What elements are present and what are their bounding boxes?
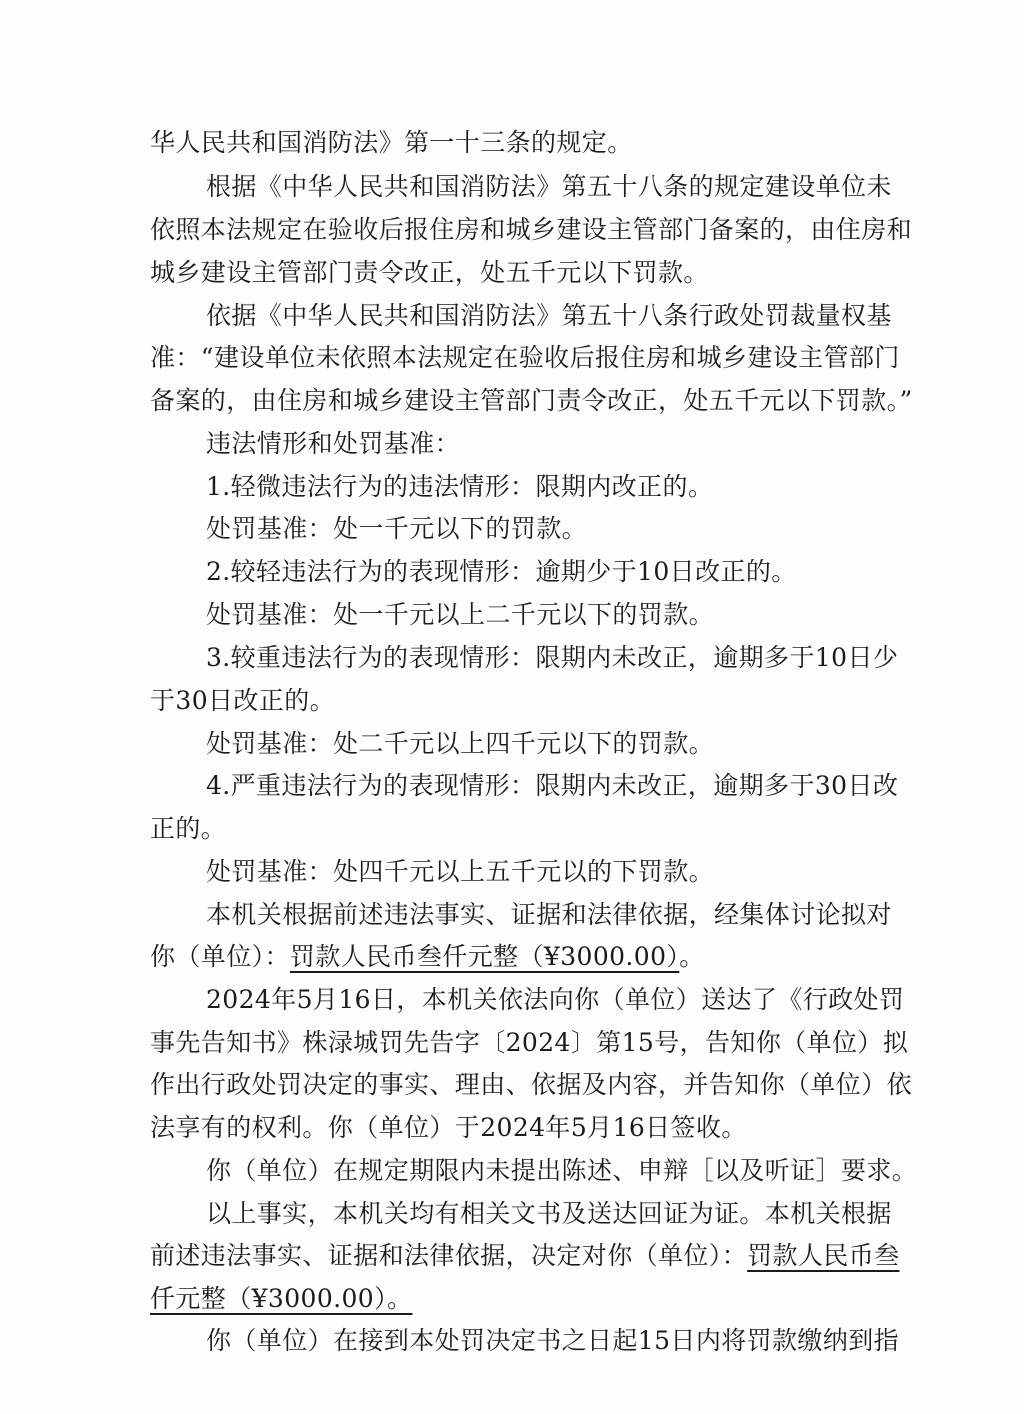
text-line: 违法情形和处罚基准： xyxy=(206,429,461,458)
text-line: 4.严重违法行为的表现情形：限期内未改正，逾期多于30日改 xyxy=(206,771,899,800)
text-line: 备案的，由住房和城乡建设主管部门责令改正，处五千元以下罚款。” xyxy=(150,386,913,415)
text-line: 以上事实，本机关均有相关文书及送达回证为证。本机关根据 xyxy=(206,1199,892,1228)
text-line: 正的。 xyxy=(150,814,227,843)
text-segment: 。 xyxy=(679,942,705,971)
text-line: 2024年5月16日，本机关依法向你（单位）送达了《行政处罚 xyxy=(206,985,905,1014)
text-line: 2.较轻违法行为的表现情形：逾期少于10日改正的。 xyxy=(206,557,797,586)
text-line: 处罚基准：处一千元以下的罚款。 xyxy=(206,514,588,543)
penalty-amount-underlined: 罚款人民币叁仟元整（¥3000.00） xyxy=(289,942,680,971)
text-line: 你（单位）在接到本处罚决定书之日起15日内将罚款缴纳到指 xyxy=(206,1326,900,1355)
text-segment: 。 xyxy=(387,1284,413,1313)
text-line: 城乡建设主管部门责令改正，处五千元以下罚款。 xyxy=(150,258,709,287)
text-line: 作出行政处罚决定的事实、理由、依据及内容，并告知你（单位）依 xyxy=(150,1070,913,1099)
text-line: 1.轻微违法行为的违法情形：限期内改正的。 xyxy=(206,472,714,501)
text-line: 处罚基准：处二千元以上四千元以下的罚款。 xyxy=(206,729,715,758)
text-line: 准：“建设单位未依照本法规定在验收后报住房和城乡建设主管部门 xyxy=(150,343,900,372)
text-line: 处罚基准：处一千元以上二千元以下的罚款。 xyxy=(206,600,715,629)
text-line: 依照本法规定在验收后报住房和城乡建设主管部门备案的，由住房和 xyxy=(150,215,913,244)
text-line: 你（单位）在规定期限内未提出陈述、申辩［以及听证］要求。 xyxy=(206,1156,918,1185)
text-line: 依据《中华人民共和国消防法》第五十八条行政处罚裁量权基 xyxy=(206,301,892,330)
text-line: 根据《中华人民共和国消防法》第五十八条的规定建设单位未 xyxy=(206,172,892,201)
penalty-amount-underlined: 仟元整（¥3000.00） xyxy=(150,1284,387,1313)
text-line: 事先告知书》株渌城罚先告字〔2024〕第15号，告知你（单位）拟 xyxy=(150,1028,909,1057)
text-line: 本机关根据前述违法事实、证据和法律依据，经集体讨论拟对 xyxy=(206,900,892,929)
text-line: 华人民共和国消防法》第一十三条的规定。 xyxy=(150,128,633,157)
text-line: 3.较重违法行为的表现情形：限期内未改正，逾期多于10日少 xyxy=(206,643,899,672)
text-segment: 你（单位）： xyxy=(150,942,290,971)
text-line xyxy=(150,1284,880,1314)
text-line xyxy=(150,1241,900,1271)
text-line: 法享有的权利。你（单位）于2024年5月16日签收。 xyxy=(150,1113,747,1142)
text-line xyxy=(150,942,880,972)
penalty-amount-underlined: 罚款人民币叁 xyxy=(747,1241,900,1270)
text-line: 处罚基准：处四千元以上五千元以的下罚款。 xyxy=(206,857,715,886)
text-segment: 前述违法事实、证据和法律依据，决定对你（单位）： xyxy=(150,1241,748,1270)
text-line: 于30日改正的。 xyxy=(150,686,336,715)
